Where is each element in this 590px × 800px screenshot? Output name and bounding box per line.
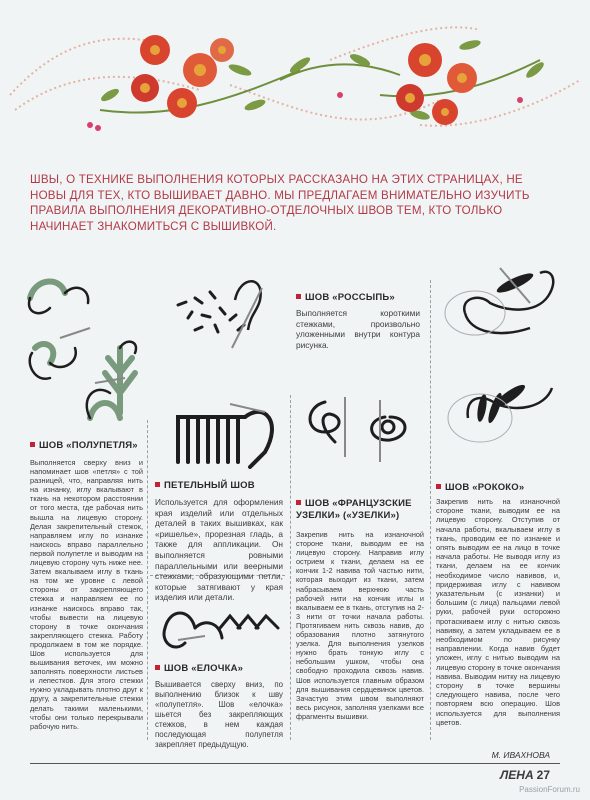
semi-loop-stitch-illustration [20, 268, 150, 433]
page-number: 27 [536, 768, 550, 782]
stitch-title-rococo: ШОВ «РОКОКО» [436, 482, 524, 493]
feather-stitch-illustration [160, 598, 285, 658]
stitch-title-blanket: ПЕТЕЛЬНЫЙ ШОВ [155, 480, 255, 491]
footer-rule [30, 763, 560, 764]
stitch-text-rococo: Закрепив нить на изнаночной стороне ткани, выводим ее на лицевую сторону. Отступив от начала работы, вкалываем иглу в ткань, проводим ее по изнанке и опять выводим ее на лицо в точке начала работы. Не выводя иглу из ткани, делаем на ее кончик необходимое число навивов, и, придерживая иглу с навивом указательным (с изнанки) и большим (с лица) пальцами левой руки, рабочей руки осторожно протаскиваем иглу с нитью сквозь навивку, а затем укладываем ее в необходимом по рисунку направлении. Когда навив будет уложен, иглу с нитью выводим на лицевую сторону в точке окончания навива. Выводим нитку на лицевую сторону в точке вершины следующего навива, после чего повторяем всю операцию. Шов используется для выполнения цветов. [436, 497, 560, 727]
flower-embroidery-banner [0, 0, 590, 150]
magazine-name: ЛЕНА [500, 768, 534, 782]
column-divider [430, 280, 431, 740]
bullet-square-icon [155, 482, 160, 487]
seed-stitch-illustration [170, 270, 280, 350]
blanket-stitch-illustration [170, 392, 285, 477]
bullet-square-icon [155, 665, 160, 670]
bullet-square-icon [296, 500, 301, 505]
rococo-stitch-illustration [440, 258, 570, 448]
stitch-text-feather: Вышивается сверху вниз, по выполнению близок к шву «полупетля». Шов «елочка» шьется без закрепляющих стежков, в нем каждая последующая полупетля закрепляет предыдущую. [155, 680, 283, 749]
author-credit: М. ИВАХНОВА [491, 750, 550, 760]
stitch-text-blanket: Используется для оформления края изделий или отдельных деталей в таких вышивках, как «ришелье», прорезная гладь, а также для аппликации. Он выполняется ровными параллельными или веерными стежками, образующими петли, которые затягивают у края изделия или детали. [155, 497, 283, 603]
stitch-title-seed: ШОВ «РОССЫПЬ» [296, 292, 395, 303]
page-footer [500, 768, 550, 782]
stitch-text-french-knot: Закрепив нить на изнаночной стороне ткани, выводим ее на лицевую сторону. Направив иглу острием к ткани, делаем на ее кончик 1-2 навива той частью нити, которая выходит из ткани, затем набрасываем верхнюю часть рабочей нити на кончик иглы и вкалываем ее в ткань, отступив на 2-3 нити от точки начала работы. Протягиваем нить сквозь навив, до образования плотно затянутого узелка. Для выполнения узелков нужно брать тонкую иглу с небольшим ушком, чтобы она свободно проходила сквозь навив. Шов используется главным образом для вышивания сердцевинок цветов. Зачастую этим швом выполняют весь рисунок, заполняя узелками все фрагменты вышивки. [296, 530, 424, 721]
stitch-title-french-knot: ШОВ «ФРАНЦУЗСКИЕ УЗЕЛКИ» («УЗЕЛКИ») [296, 498, 412, 521]
stitch-title-feather: ШОВ «ЕЛОЧКА» [155, 663, 243, 674]
bullet-square-icon [30, 442, 35, 447]
stitch-title-semi-loop: ШОВ «ПОЛУПЕТЛЯ» [30, 440, 138, 451]
french-knot-illustration [300, 392, 425, 467]
column-divider [147, 420, 148, 740]
column-divider [290, 395, 291, 740]
bullet-square-icon [296, 294, 301, 299]
stitch-text-seed: Выполняется короткими стежками, произвольно уложенными внутри контура рисунка. [296, 308, 420, 350]
watermark: PassionForum.ru [519, 785, 580, 794]
bullet-square-icon [436, 484, 441, 489]
intro-text: ШВЫ, О ТЕХНИКЕ ВЫПОЛНЕНИЯ КОТОРЫХ РАССКАЗАНО НА ЭТИХ СТРАНИЦАХ, НЕ НОВЫ ДЛЯ ТЕХ, КТО ВЫШИВАЕТ ДАВНО. МЫ ПРЕДЛАГАЕМ ВНИМАТЕЛЬНО ИЗУЧИТЬ ПРАВИЛА ВЫПОЛНЕНИЯ ДЕКОРАТИВНО-ОТДЕЛОЧНЫХ ШВОВ ТЕМ, КТО ТОЛЬКО НАЧИНАЕТ ЗНАКОМИТЬСЯ С ВЫШИВКОЙ. [30, 173, 530, 233]
stitch-text-semi-loop: Выполняется сверху вниз и напоминает шов «петля» с той разницей, что, направляя нить на изнанку, иглу вкалывают в ткань на некотором расстоянии от того места, где рабочая нить вышла на лицевую сторону. Делая закрепительный стежок, направляем иглу по изнанке наискось вправо параллельно первой полупетле и выводим на лицевую сторону чуть ниже нее. Затем вкалываем иглу в ткань на том же уровне с левой стороны от закрепляющего стежка и направляем ее по изнанке наискось вправо так, чтобы вывести на лицевую сторону в точке окончания закрепляющего стежка. Работу продолжаем в том же порядке. Шов используется для вышивания веточек, им можно заполнять поверхности листьев и лепестков. Для этого стежки нужно укладывать плотно друг к другу, а закрепительные стежки делать такими маленькими, чтобы они только перекрывали рабочую нить. [30, 458, 143, 731]
